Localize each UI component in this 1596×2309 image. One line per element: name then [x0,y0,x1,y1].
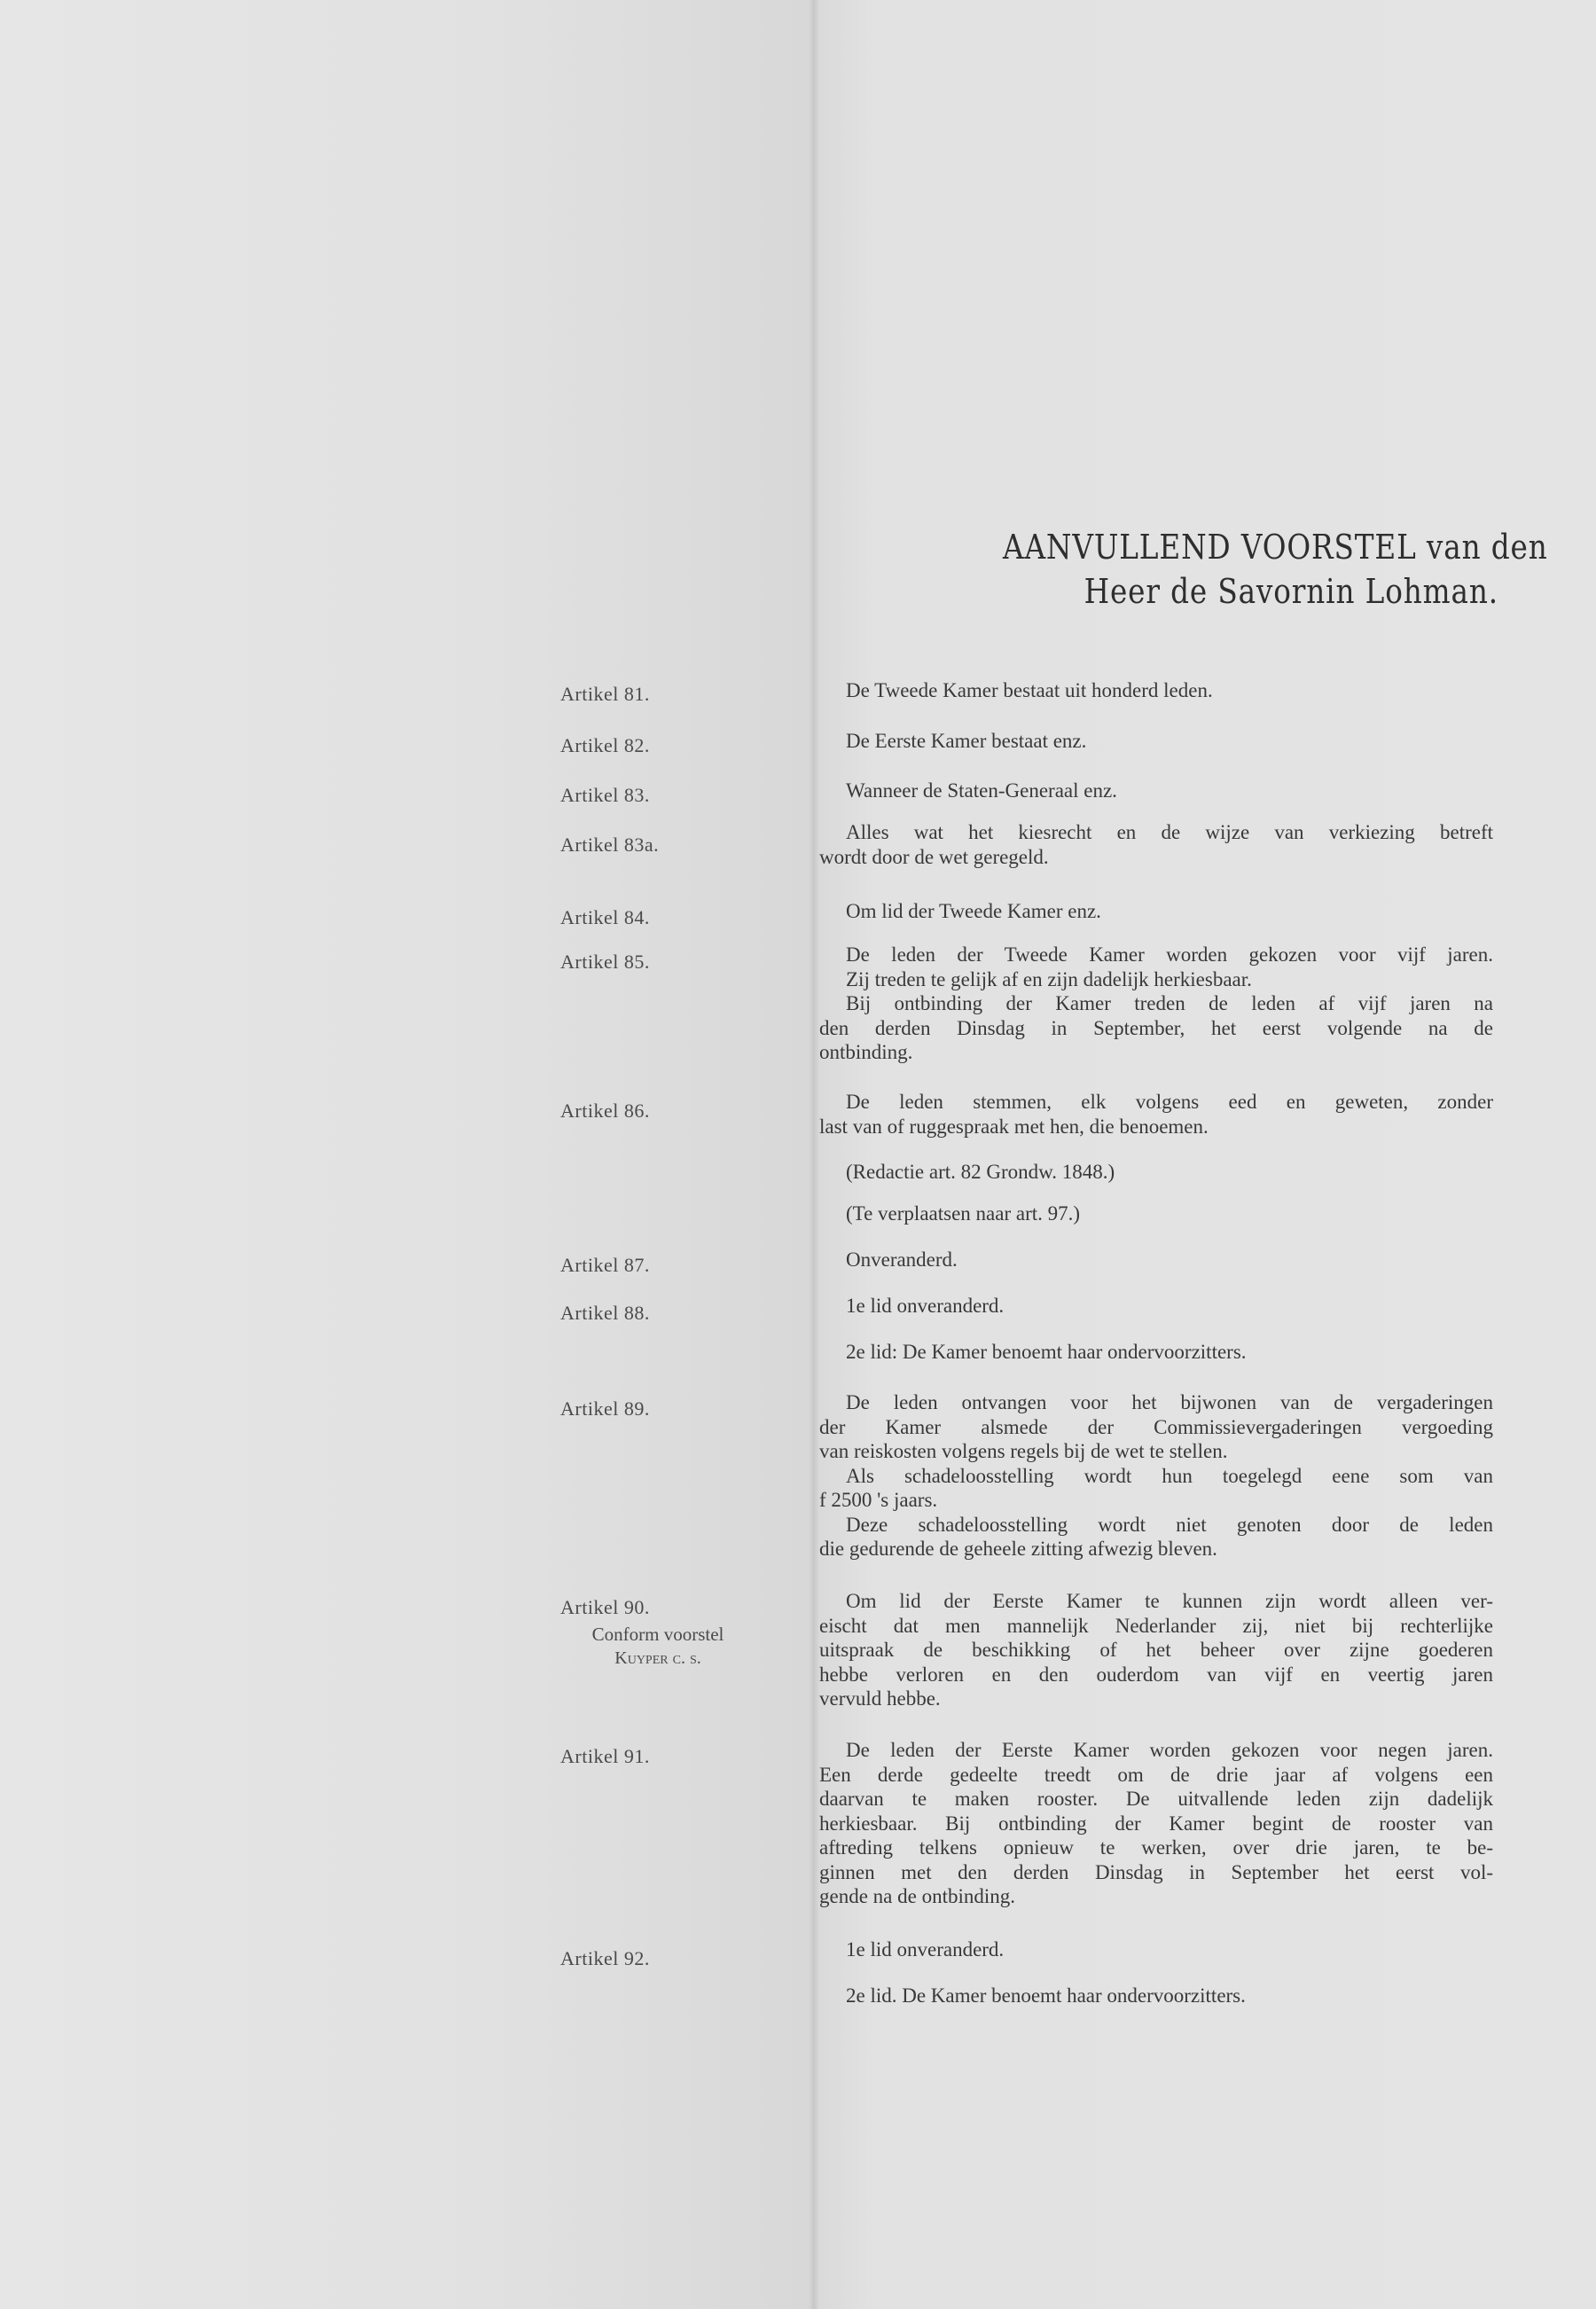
article-84-text: Om lid der Tweede Kamer enz. [846,900,1101,922]
article-85-label: Artikel 85. [560,951,650,973]
right-page [814,0,1596,2309]
article-90-conform-note [560,1623,755,1671]
article-85-paragraph [819,943,1493,1065]
article-86-verplaatsen-note: (Te verplaatsen naar art. 97.) [846,1202,1081,1225]
article-85-line: De leden der Tweede Kamer worden gekozen voor vijf jaren. [846,943,1493,966]
article-88-label: Artikel 88. [560,1302,650,1324]
title-line-1: AANVULLEND VOORSTEL van den [1003,528,1548,567]
article-90-paragraph [819,1589,1493,1711]
conform-voorstel-text: Conform voorstel [591,1624,724,1645]
article-91-line: aftreding telkens opnieuw te werken, over drie jaren, te be- [819,1836,1493,1859]
article-84-label: Artikel 84. [560,906,650,928]
article-89-line: der Kamer alsmede der Commissievergaderingen vergoeding [819,1415,1493,1438]
article-90-line: uitspraak de beschikking of het beheer over zijne goederen [819,1639,1493,1661]
article-91-line: Een derde gedeelte treedt om de drie jaar af volgens een [819,1763,1493,1786]
article-89-line: Deze schadeloosstelling wordt niet genoten door de leden [846,1513,1493,1536]
article-92-lid-1: 1e lid onveranderd. [846,1938,1005,1961]
article-91-line: herkiesbaar. Bij ontbinding der Kamer begint de rooster van [819,1812,1493,1835]
article-85-line: Zij treden te gelijk af en zijn dadelijk herkiesbaar. [846,967,1252,990]
article-88-lid-2: 2e lid: De Kamer benoemt haar ondervoorzitters. [846,1341,1247,1363]
page-fold [809,0,819,2309]
article-83a-line: Alles wat het kiesrecht en de wijze van verkiezing betreft [846,821,1493,843]
article-82-text: De Eerste Kamer bestaat enz. [846,730,1087,752]
article-89-paragraph [819,1390,1493,1562]
article-83a-label: Artikel 83a. [560,834,660,856]
article-85-line: den derden Dinsdag in September, het eerst volgende na de [819,1016,1493,1039]
article-92-lid-2: 2e lid. De Kamer benoemt haar ondervoorzitters. [846,1984,1246,2007]
article-89-line: van reiskosten volgens regels bij de wet te stellen. [819,1440,1228,1462]
article-83a-paragraph [819,820,1493,869]
article-86-line: last van of ruggespraak met hen, die benoemen. [819,1115,1209,1138]
article-86-line: De leden stemmen, elk volgens eed en geweten, zonder [846,1091,1493,1113]
article-86-label: Artikel 86. [560,1100,650,1122]
article-91-line: daarvan te maken rooster. De uitvallende leden zijn dadelijk [819,1788,1493,1810]
article-90-line: vervuld hebbe. [819,1687,941,1710]
article-90-label: Artikel 90. [560,1596,650,1618]
article-91-line: De leden der Eerste Kamer worden gekozen voor negen jaren. [846,1739,1493,1761]
article-91-line: gende na de ontbinding. [819,1885,1016,1907]
article-87-text: Onveranderd. [846,1248,958,1271]
kuyper-text: Kuyper c. s. [614,1648,701,1668]
article-90-line: Om lid der Eerste Kamer te kunnen zijn wordt alleen ver- [846,1590,1493,1612]
article-91-line: ginnen met den derden Dinsdag in September het eerst vol- [819,1860,1493,1883]
article-91-label: Artikel 91. [560,1745,650,1767]
document-title [1003,525,1548,614]
article-89-line: Als schadeloosstelling wordt hun toegelegd eene som van [846,1464,1493,1487]
article-85-line: Bij ontbinding der Kamer treden de leden af vijf jaren na [846,992,1493,1014]
article-89-label: Artikel 89. [560,1397,650,1420]
article-89-line: f 2500 's jaars. [819,1489,938,1511]
article-83a-line: wordt door de wet geregeld. [819,845,1049,868]
article-81-label: Artikel 81. [560,683,650,705]
article-90-line: eischt dat men mannelijk Nederlander zij, niet bij rechterlijke [819,1614,1493,1637]
article-89-line: die gedurende de geheele zitting afwezig bleven. [819,1538,1217,1560]
article-83-label: Artikel 83. [560,784,650,806]
article-91-paragraph [819,1738,1493,1909]
article-82-label: Artikel 82. [560,734,650,756]
article-87-label: Artikel 87. [560,1254,650,1276]
article-86-redactie-note: (Redactie art. 82 Grondw. 1848.) [846,1161,1115,1183]
article-88-lid-1: 1e lid onveranderd. [846,1295,1005,1317]
article-92-label: Artikel 92. [560,1947,650,1969]
article-85-line: ontbinding. [819,1041,913,1063]
title-line-2: Heer de Savornin Lohman. [1084,572,1498,611]
article-81-text: De Tweede Kamer bestaat uit honderd leden. [846,679,1213,701]
article-90-line: hebbe verloren en den ouderdom van vijf en veertig jaren [819,1663,1493,1686]
article-89-line: De leden ontvangen voor het bijwonen van de vergaderingen [846,1391,1493,1413]
article-83-text: Wanneer de Staten-Generaal enz. [846,779,1117,802]
article-86-paragraph [819,1090,1493,1139]
